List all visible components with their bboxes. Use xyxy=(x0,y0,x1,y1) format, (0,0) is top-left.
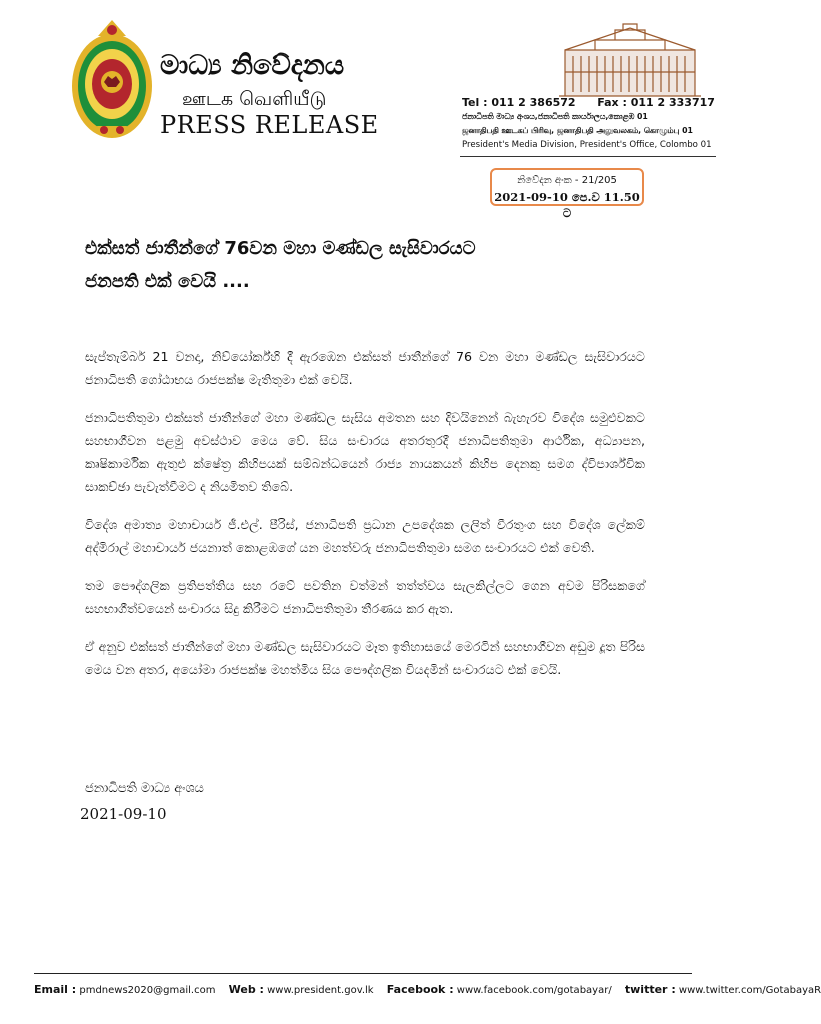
national-emblem-icon xyxy=(70,18,154,142)
body-paragraph: ජනාධිපතිතුමා එක්සත් ජාතීන්ගේ මහා මණ්ඩල සැසිය අමතන සහ දිවයිනෙන් බැහැරව විදේශ සමුළුවකට සහභාගීවන පළමු අවස්ථාව මෙය වේ. සිය සංචාරය අතරතුරදී ජනාධිපතිතුමා ආර්ථික, අධ්‍යාපන, කෘෂිකාර්මික ඇතුළු ක්ෂේත්‍ර කිහිපයක් සම්බන්ධයෙන් රාජ්‍ය නායකයන් කිහිප දෙනකු සමග ද්විපාර්ශ්වික සාකච්ඡා පැවැත්වීමට ද නියමිතව තිබේ. xyxy=(85,410,645,494)
footer-facebook xyxy=(387,983,612,996)
press-release-title-tamil: ஊடக வெளியீடு xyxy=(182,88,327,110)
tel-label: Tel xyxy=(462,96,480,109)
tel-number: 011 2 386572 xyxy=(491,96,576,109)
web-label: Web : xyxy=(228,983,264,996)
facebook-label: Facebook : xyxy=(386,983,454,996)
headline xyxy=(85,232,645,298)
twitter-link[interactable]: www.twitter.com/GotabayaR xyxy=(678,985,821,996)
footer-web xyxy=(229,983,374,996)
body-paragraph: සැප්තැම්බර් 21 වනදා, නිව්යෝර්ක්හි දී ඇරඹෙන එක්සත් ජාතීන්ගේ 76 වන මහා මණ්ඩල සැසිවාරයට ජනාධිපති ගෝඨාභය රාජපක්ෂ මැතිතුමා එක් වෙයි. xyxy=(85,349,645,387)
headline-line-2: ජනපති එක් වෙයි .... xyxy=(85,271,250,292)
address-tamil: ஜனாதிபதி ஊடகப் பிரிவு, ஜனாதிபதி அலுவலகம், கொழும்பு 01 xyxy=(462,126,693,135)
email-label: Email : xyxy=(34,983,77,996)
fax-number: 011 2 333717 xyxy=(630,96,715,109)
footer-email xyxy=(34,983,215,996)
signature-office: ජනාධිපති මාධ්‍ය අංශය xyxy=(85,781,204,796)
body-paragraph: තම පෞද්ගලික ප්‍රතිපත්තිය සහ රටේ පවතින වත්මන් තත්ත්වය සැලකිල්ලට ගෙන අවම පිරිසකගේ සහභාගීත්වයෙන් සංචාරය සිදු කිරීමට ජනාධිපතිතුමා තීරණය කර ඇත. xyxy=(85,578,645,616)
footer-contacts xyxy=(34,983,821,996)
phone-fax-line: Tel : 011 2 386572 Fax : 011 2 333717 xyxy=(462,96,715,109)
address-sinhala: ජනාධිපති මාධ්‍ය අංශය,ජනාධිපති කාර්යාලය,කොළඹ 01 xyxy=(462,112,648,121)
reference-box xyxy=(490,168,644,220)
twitter-label: twitter : xyxy=(624,983,676,996)
address-english: President's Media Division, President's Office, Colombo 01 xyxy=(462,140,712,150)
facebook-link[interactable]: www.facebook.com/gotabayar/ xyxy=(456,985,612,996)
body-paragraph: ඒ අනුව එක්සත් ජාතීන්ගේ මහා මණ්ඩල සැසිවාරයට මෑත ඉතිහාසයේ මෙරටින් සහභාගීවන අඩුම දූත පිරිස මෙය වන අතර, අයෝමා රාජපක්ෂ මහත්මිය සිය පෞද්ගලික වියදමින් සංචාරයට එක් වෙයි. xyxy=(85,639,645,677)
presidential-secretariat-building-icon xyxy=(555,20,705,100)
footer-twitter xyxy=(625,983,821,996)
body-paragraph: විදේශ අමාත්‍ය මහාචාර්ය ජී.එල්. පීරිස්, ජනාධිපති ප්‍රධාන උපදේශක ලලිත් වීරතුංග සහ විදේශ ලේකම් අද්මිරාල් මහාචාර්ය ජයනාත් කොළඹගේ යන මහත්වරු ජනාධිපතිතුමා සමග සංචාරයට එක් වෙති. xyxy=(85,517,645,555)
reference-number: නිවේදන අංක - 21/205 xyxy=(517,175,617,186)
header-divider xyxy=(460,156,716,157)
reference-date-time: 2021-09-10 පෙ.ව 11.50 ට xyxy=(494,190,640,220)
press-release-title-english: PRESS RELEASE xyxy=(160,111,379,139)
fax-label: Fax xyxy=(597,96,619,109)
contact-block xyxy=(462,96,715,154)
email-link[interactable]: pmdnews2020@gmail.com xyxy=(79,985,216,996)
footer-divider xyxy=(34,973,692,974)
press-release-body xyxy=(85,345,645,696)
signature-date: 2021-09-10 xyxy=(80,805,167,823)
headline-line-1: එක්සත් ජාතීන්ගේ 76වන මහා මණ්ඩල සැසිවාරයට xyxy=(85,238,476,259)
web-link[interactable]: www.president.gov.lk xyxy=(267,985,374,996)
press-release-title-sinhala: මාධ්‍ය නිවේදනය xyxy=(160,50,345,81)
